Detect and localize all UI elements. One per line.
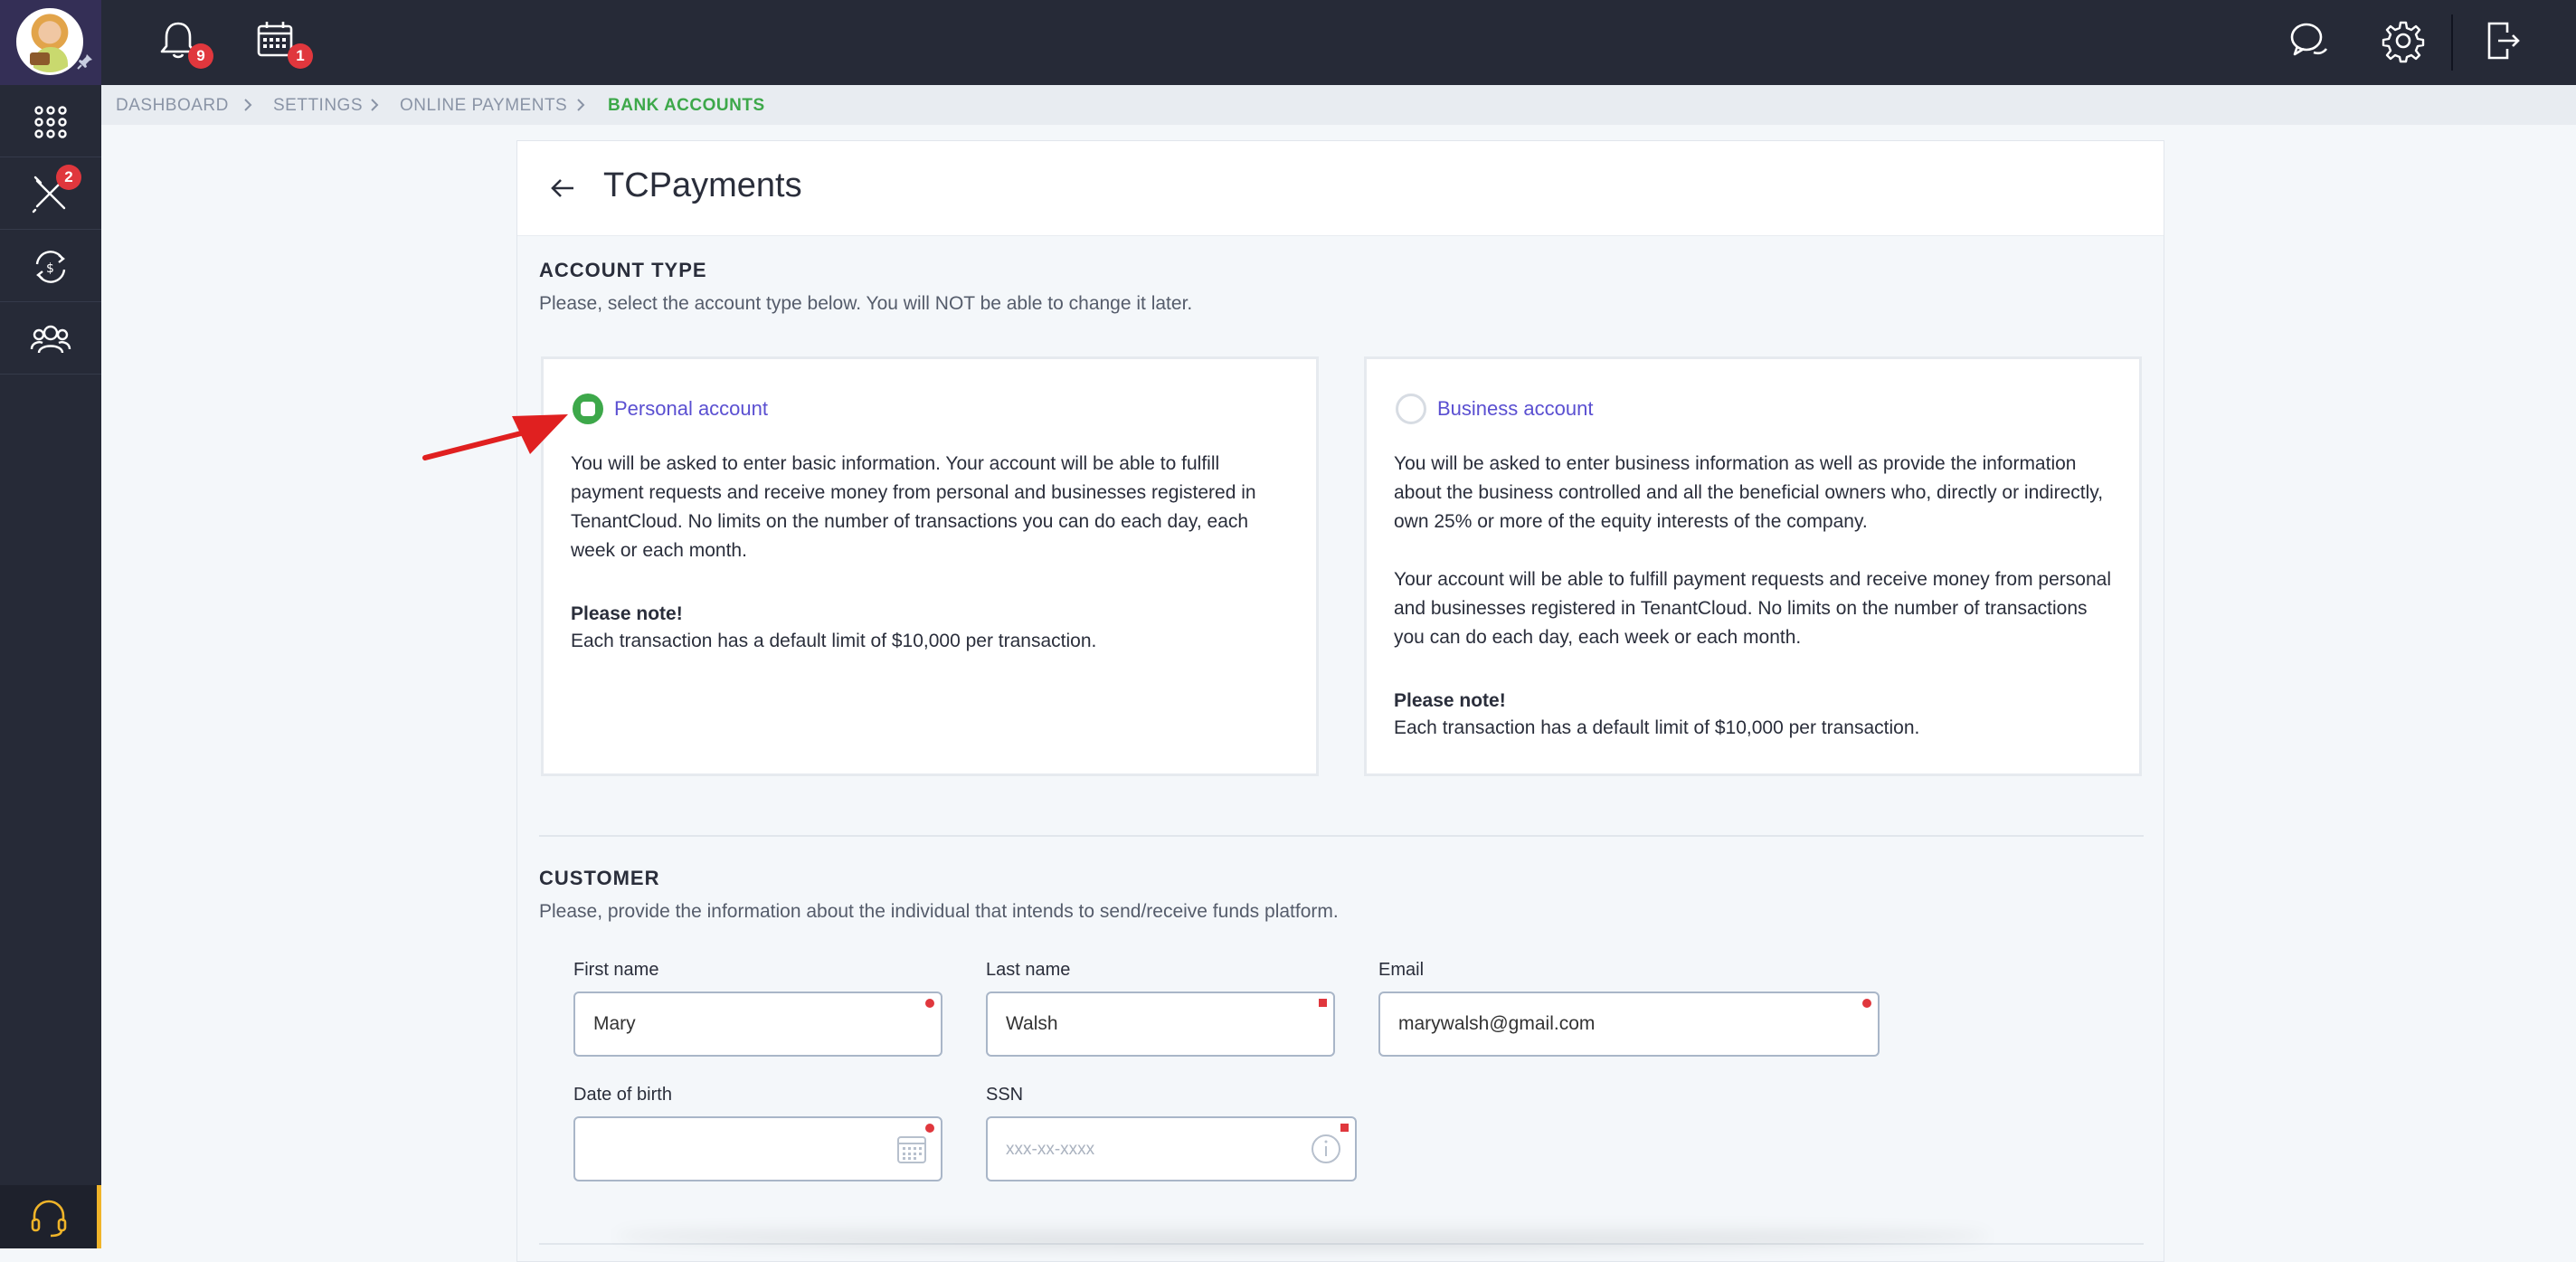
last-name-label: Last name	[986, 960, 1071, 980]
calendar-count-badge: 1	[288, 43, 313, 69]
business-account-option[interactable]	[1364, 356, 2142, 776]
customer-description: Please, provide the information about the individual that intends to send/receive funds platform.	[539, 901, 1339, 922]
tools-count-badge: 2	[56, 165, 81, 190]
business-account-label[interactable]: Business account	[1437, 397, 1594, 420]
personal-account-text: You will be asked to enter basic information. Your account will be able to fulfill payment requests and receive money from personal and businesses registered in TenantCloud. No limits on the number of transactions you can do each day, each week or each month.	[571, 453, 1256, 561]
avatar[interactable]	[16, 8, 83, 75]
sidebar-item-tools[interactable]	[0, 157, 101, 230]
svg-text:$: $	[46, 261, 54, 276]
customer-heading: CUSTOMER	[539, 867, 660, 889]
first-name-field[interactable]	[573, 992, 942, 1057]
logout-icon[interactable]	[2480, 18, 2525, 63]
chat-icon[interactable]	[2287, 18, 2332, 63]
business-note-text: Each transaction has a default limit of $10,000 per transaction.	[1394, 717, 1920, 738]
sidebar	[0, 85, 101, 1248]
dob-field[interactable]	[573, 1116, 942, 1181]
user-avatar-area[interactable]	[0, 0, 101, 85]
bank-account-card	[516, 140, 2164, 1262]
chevron-right-icon	[573, 98, 588, 112]
breadcrumb-online-payments[interactable]: ONLINE PAYMENTS	[400, 96, 568, 115]
account-type-heading: ACCOUNT TYPE	[539, 259, 707, 281]
personal-note-title: Please note!	[571, 603, 683, 624]
calendar-icon[interactable]	[253, 18, 305, 64]
payments-exchange-icon	[30, 246, 71, 288]
bottom-shadow	[615, 1223, 1990, 1248]
required-indicator	[1862, 999, 1871, 1008]
required-indicator	[1319, 999, 1327, 1007]
top-bar	[0, 0, 2576, 85]
breadcrumb-settings[interactable]: SETTINGS	[273, 96, 364, 115]
required-indicator	[1340, 1124, 1349, 1132]
sidebar-item-apps[interactable]	[0, 85, 101, 157]
apps-grid-icon	[30, 101, 71, 143]
account-type-description: Please, select the account type below. You will NOT be able to change it later.	[539, 293, 1193, 314]
email-label: Email	[1378, 960, 1425, 980]
annotation-arrow-icon	[416, 398, 579, 469]
last-name-field[interactable]	[986, 992, 1335, 1057]
page-title: TCPayments	[603, 166, 802, 204]
settings-gear-icon[interactable]	[2381, 18, 2426, 63]
business-account-radio[interactable]	[1396, 394, 1426, 424]
personal-note-text: Each transaction has a default limit of $10,000 per transaction.	[571, 631, 1097, 651]
last-name-value: Walsh	[1006, 1013, 1058, 1034]
breadcrumb-bank-accounts: BANK ACCOUNTS	[608, 96, 765, 115]
users-icon	[30, 318, 71, 360]
email-value: marywalsh@gmail.com	[1398, 1013, 1596, 1034]
pin-icon[interactable]	[76, 52, 94, 71]
personal-account-label[interactable]: Personal account	[614, 397, 768, 420]
personal-account-option[interactable]	[541, 356, 1319, 776]
support-button[interactable]	[0, 1185, 101, 1248]
breadcrumb	[101, 85, 2576, 125]
chevron-right-icon	[241, 98, 255, 112]
business-account-text-1: You will be asked to enter business information as well as provide the information about the business controlled and all the beneficial owners who, directly or indirectly, own 25% or more of the equity interests of the company.	[1394, 453, 2104, 532]
breadcrumb-dashboard[interactable]: DASHBOARD	[116, 96, 229, 115]
first-name-value: Mary	[593, 1013, 636, 1034]
calendar-picker-icon[interactable]	[895, 1133, 928, 1165]
first-name-label: First name	[573, 960, 659, 980]
notifications-bell-icon[interactable]	[156, 18, 205, 64]
back-arrow-icon[interactable]	[548, 174, 577, 203]
email-field[interactable]	[1378, 992, 1880, 1057]
business-account-text-2: Your account will be able to fulfill payment requests and receive money from personal and businesses registered in TenantCloud. No limits on the number of transactions you can do each day, each week or each month.	[1394, 569, 2111, 648]
required-indicator	[925, 1124, 934, 1133]
sidebar-item-contacts[interactable]	[0, 302, 101, 375]
topbar-divider	[2451, 14, 2453, 71]
chevron-right-icon	[367, 98, 382, 112]
ssn-placeholder: xxx-xx-xxxx	[1006, 1140, 1095, 1159]
ssn-label: SSN	[986, 1085, 1024, 1105]
card-header	[517, 141, 2164, 236]
ssn-field[interactable]	[986, 1116, 1357, 1181]
headset-icon	[29, 1198, 69, 1238]
dob-label: Date of birth	[573, 1085, 672, 1105]
notifications-count-badge: 9	[188, 43, 213, 69]
info-icon[interactable]	[1310, 1133, 1342, 1165]
required-indicator	[925, 999, 934, 1008]
business-note-title: Please note!	[1394, 690, 1506, 711]
sidebar-item-payments[interactable]	[0, 230, 101, 302]
section-divider	[539, 835, 2144, 837]
